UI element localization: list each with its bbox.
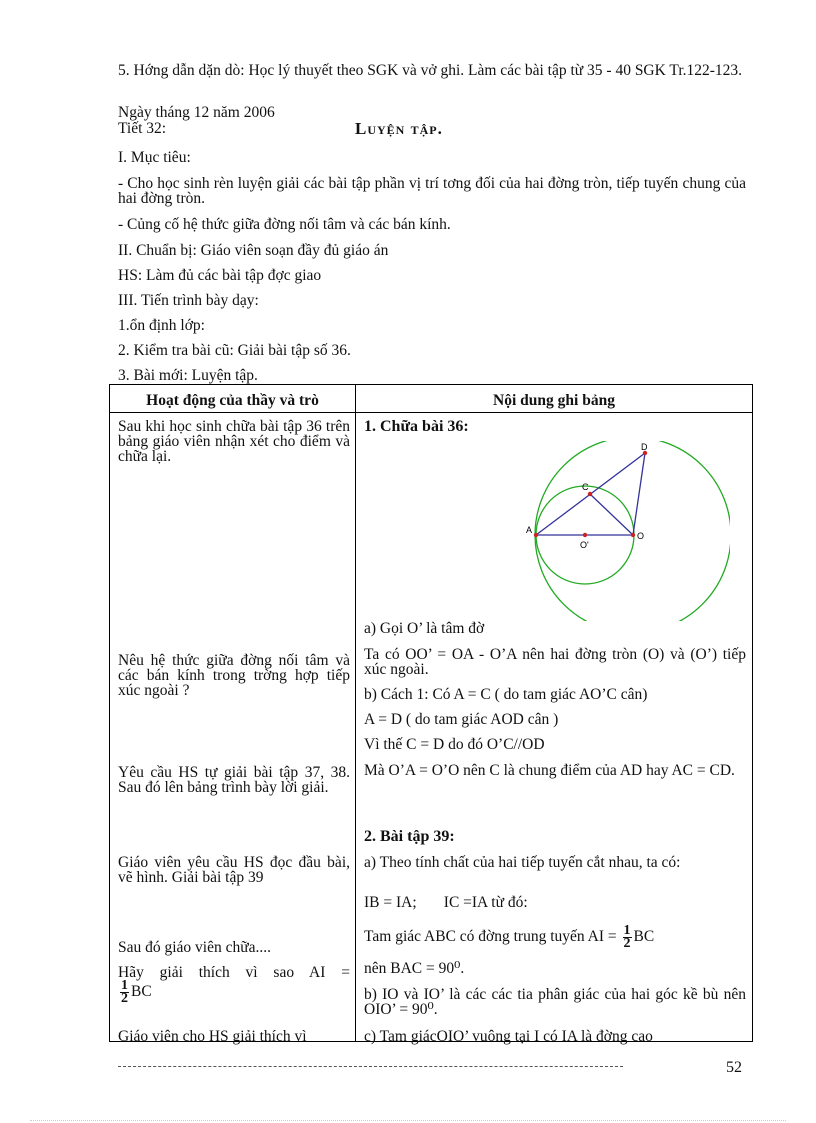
fraction-half-left <box>120 980 129 1005</box>
label-a: A <box>526 525 533 535</box>
fraction-numerator: 1 <box>121 978 128 993</box>
fraction-denominator: 2 <box>623 936 631 951</box>
fraction-denominator: 2 <box>121 991 128 1006</box>
lesson-title: Luyện tập. <box>355 119 443 138</box>
step-2: 2. Kiểm tra bài cũ: Giải bài tập số 36. <box>118 342 351 359</box>
board-line-9-prefix: Tam giác ABC có đờng trung tuyến AI = <box>364 928 617 946</box>
exercise-36-heading: 1. Chữa bài 36: <box>364 418 469 435</box>
footer-rule <box>118 1066 623 1067</box>
label-o-prime: O' <box>580 540 589 550</box>
process-heading: III. Tiến trình bày dạy: <box>118 292 259 309</box>
board-line-5: Vì thế C = D do đó O’C//OD <box>364 736 545 753</box>
left-text-2: Nêu hệ thức giữa đờng nối tâm và các bán kính trong trờng hợp tiếp xúc ngoài ? <box>118 652 350 699</box>
circle-o <box>535 441 730 621</box>
lesson-table <box>109 384 753 1045</box>
column-divider <box>355 385 356 1041</box>
objective-2: - Củng cố hệ thức giữa đờng nối tâm và các bán kính. <box>118 216 451 233</box>
board-line-2: Ta có OO’ = OA - O’A nên hai đờng tròn (O) và (O’) tiếp xúc ngoài. <box>364 646 746 678</box>
board-line-6: Mà O’A = O’O nên C là chung điểm của AD hay AC = CD. <box>364 762 735 779</box>
objective-1: - Cho học sinh rèn luyện giải các bài tập phần vị trí tơng đối của hai đờng tròn, tiếp tuyến chung của hai đờng tròn. <box>118 175 746 207</box>
left-text-5: Sau đó giáo viên chữa.... <box>118 939 272 956</box>
step-1: 1.ổn định lớp: <box>118 317 205 334</box>
fraction-half-right <box>623 925 632 950</box>
teacher-student-column-header: Hoạt động của thầy và trò <box>146 392 319 409</box>
board-line-10: nên BAC = 90⁰. <box>364 960 465 977</box>
lesson-number: Tiết 32: <box>118 120 167 137</box>
board-line-8: IB = IA; IC =IA từ đó: <box>364 894 528 911</box>
point-a <box>534 533 538 537</box>
page-bottom-edge <box>30 1120 786 1121</box>
homework-instructions: 5. Hớng dẫn dặn dò: Học lý thuyết theo SGK và vở ghi. Làm các bài tập từ 35 - 40 SGK Tr.122-123. <box>118 62 743 79</box>
left-text-6-prefix: Hãy giải thích vì sao AI = <box>118 964 350 981</box>
preparation-student: HS: Làm đủ các bài tập đợc giao <box>118 267 322 284</box>
label-o: O <box>637 531 645 541</box>
board-line-7: a) Theo tính chất của hai tiếp tuyến cắt nhau, ta có: <box>364 854 681 871</box>
preparation-heading: II. Chuẩn bị: Giáo viên soạn đầy đủ giáo án <box>118 242 389 259</box>
page-number: 52 <box>726 1059 742 1076</box>
left-text-3: Yêu cầu HS tự giải bài tập 37, 38. Sau đó lên bảng trình bày lời giải. <box>118 764 350 796</box>
board-line-3: b) Cách 1: Có A = C ( do tam giác AO’C cân) <box>364 686 648 703</box>
board-content-column-header: Nội dung ghi bảng <box>493 392 615 409</box>
board-line-9 <box>364 925 746 950</box>
header-divider <box>110 412 752 413</box>
exercise-39-heading: 2. Bài tập 39: <box>364 828 455 845</box>
step-3: 3. Bài mới: Luyện tập. <box>118 367 258 384</box>
left-text-1: Sau khi học sinh chữa bài tập 36 trên bảng giáo viên nhận xét cho điểm và chữa lại. <box>118 418 350 465</box>
left-text-4: Giáo viên yêu cầu HS đọc đầu bài, vẽ hình. Giải bài tập 39 <box>118 854 350 886</box>
point-o <box>631 533 635 537</box>
board-line-a: a) Gọi O’ là tâm đờ <box>364 620 485 637</box>
left-text-6 <box>118 965 350 1005</box>
date-line: Ngày tháng 12 năm 2006 <box>118 104 275 121</box>
board-line-11: b) IO và IO’ là các các tia phân giác của hai góc kề bù nên OIO’ = 90⁰. <box>364 986 746 1018</box>
label-d: D <box>641 442 648 452</box>
board-line-12: c) Tam giácOIO’ vuông tại I có IA là đờng cao <box>364 1028 653 1045</box>
point-o-prime <box>583 533 587 537</box>
point-c <box>588 492 592 496</box>
left-text-7: Giáo viên cho HS giải thích vì <box>118 1028 307 1045</box>
board-line-9-suffix: BC <box>633 928 655 946</box>
objectives-heading: I. Mục tiêu: <box>118 149 191 166</box>
left-text-6-suffix: BC <box>131 983 152 1001</box>
segment-co <box>590 494 633 535</box>
label-c: C <box>582 482 589 492</box>
segment-do <box>633 453 645 535</box>
geometry-figure <box>510 441 730 621</box>
fraction-numerator: 1 <box>623 923 631 938</box>
board-line-4: A = D ( do tam giác AOD cân ) <box>364 711 559 728</box>
